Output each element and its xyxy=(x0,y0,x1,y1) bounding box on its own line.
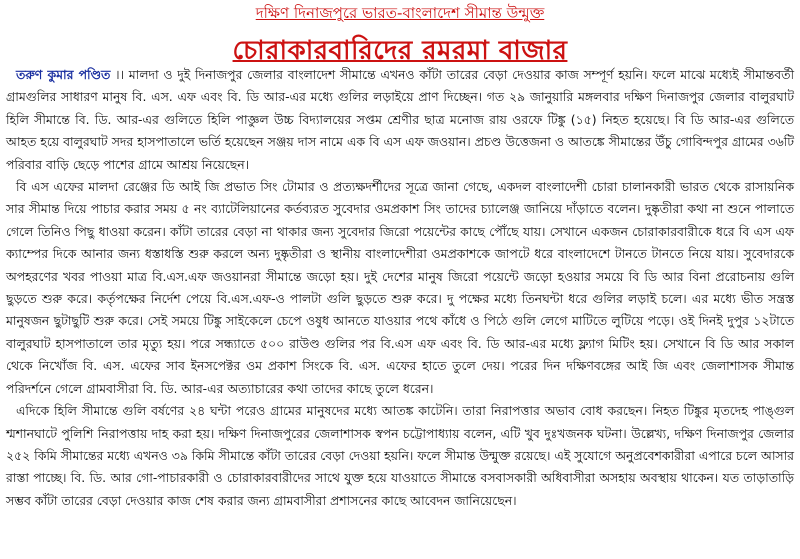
kicker-line xyxy=(0,2,800,27)
byline: তরুণ কুমার পণ্ডিত xyxy=(16,67,111,82)
article-paragraph-3: এদিকে হিলি সীমান্তে গুলি বর্ষণের ২৪ ঘন্টা পরেও গ্রামের মানুষদের মধ্যে আতঙ্ক কাটেনি। তারা নিরাপত্তার অভাব বোধ করছেন। নিহত টিঙ্কুর মৃতদেহ পাঙ্গুল শ্মশানঘাটে পুলিশি নিরাপত্তায় দাহ করা হয়। দক্ষিণ দিনাজপুরের জেলাশাসক স্বপন চট্টোপাধ্যায় বলেন, এটি খুব দুঃখজনক ঘটনা। উল্লেখ্য, দক্ষিণ দিনাজপুর জেলার ২৫২ কিমি সীমান্তের মধ্যে এখনও ৩৯ কিমি সীমান্তে কাঁটা তারের বেড়া দেওয়া হয়নি। ফলে সীমান্ত উন্মুক্ত রয়েছে। এই সুযোগে অনুপ্রবেশকারীরা এপারে চলে আসার রাস্তা পাচ্ছে। বি. ডি. আর গো-পাচারকারী ও চোরাকারবারীদের সাথে যুক্ত হয়ে যাওয়াতে সীমান্তে বসবাসকারী অধিবাসীরা অসহায় অবস্থায় থাকেন। যত তাড়াতাড়ি সম্ভব কাঁটা তারের বেড়া দেওয়ার কাজ শেষ করার জন্য গ্রামবাসীরা প্রশাসনের কাছে আবেদন জানিয়েছেন। xyxy=(6,403,794,508)
paragraph-1-text: ।। মালদা ও দুই দিনাজপুর জেলার বাংলাদেশ সীমান্তে এখনও কাঁটা তারের বেড়া দেওয়ার কাজ সম্পূর্ণ হয়নি। ফলে মাঝে মধ্যেই সীমান্তবর্তী গ্রামগুলির সাধারণ মানুষ বি. এস. এফ এবং বি. ডি আর-এর মধ্যে গুলির লড়াইয়ে প্রাণ দিচ্ছেন। গত ২৯ জানুয়ারি মঙ্গলবার দক্ষিণ দিনাজপুর জেলার বালুরঘাট হিলি সীমান্তে বি. ডি. আর-এর গুলিতে হিলি পাজ্ঞুল উচ্চ বিদ্যালয়ের সপ্তম শ্রেণীর ছাত্র মনোজ রায় ওরফে টিঙ্কু (১৫) নিহত হয়েছে। বি ডি আর-এর গুলিতে আহত হয়ে বালুরঘাট সদর হাসপাতালে ভর্তি হয়েছেন সঞ্জয় দাস নামে এক বি এস এফ জওয়ান। প্রচণ্ড উত্তেজনা ও আতঙ্কে সীমান্তের উঁচু গোবিন্দপুর গ্রামের ৩৬টি পরিবার বাড়ি ছেড়ে পাশের গ্রামে আশ্রয় নিয়েছেন। xyxy=(6,67,795,172)
article-body xyxy=(6,64,794,512)
article-paragraph-1 xyxy=(6,64,794,176)
kicker-text: দক্ষিণ দিনাজপুরে ভারত-বাংলাদেশ সীমান্ত উন্মুক্ত xyxy=(255,4,545,22)
headline-text: চোরাকারবারিদের রমরমা বাজার xyxy=(232,36,568,66)
article-paragraph-2: বি এস এফের মালদা রেঞ্জের ডি আই জি প্রভাত সিং টোমার ও প্রত্যক্ষদর্শীদের সূত্রে জানা গেছে, একদল বাংলাদেশী চোরা চালানকারী ভারত থেকে রাসায়নিক সার সীমান্ত দিয়ে পাচার করার সময় ৫ নং ব্যাটেলিয়ানের কর্তব্যরত সুবেদার ওমপ্রকাশ সিং তাদের চ্যালেঞ্জ জানিয়ে দাঁড়াতে বলেন। দুষ্কৃতীরা কথা না শুনে পালাতে গেলে তিনিও পিছু ধাওয়া করেন। কাঁটা তারের বেড়া না থাকার জন্য সুবেদার জিরো পয়েন্টের কাছে পৌঁছে যায়। সেখানে একজন চোরাকারবারীকে ধরে বি এস এফ ক্যাম্পের দিকে আনার জন্য ধস্তাধস্তি শুরু করলে অন্য দুষ্কৃতীরা ও স্থানীয় বাংলাদেশীরা ওমপ্রকাশকে জাপটে ধরে বাংলাদেশে টানতে টানতে নিয়ে যায়। সুবেদারকে অপহরণের খবর পাওয়া মাত্র বি.এস.এফ জওয়ানরা সীমান্তে জড়ো হয়। দুই দেশের মানুষ জিরো পয়েন্টে জড়ো হওয়ার সময়ে বি ডি আর বিনা প্ররোচনায় গুলি ছুড়তে শুরু করে। কর্তৃপক্ষের নির্দেশ পেয়ে বি.এস.এফ-ও পালটা গুলি ছুড়তে শুরু করে। দু পক্ষের মধ্যে তিনঘন্টা ধরে গুলির লড়াই চলে। এর মধ্যে ভীত সন্ত্রস্ত মানুষজন ছুটাছুটি শুরু করে। সেই সময়ে টিঙ্কু সাইকেলে চেপে ওষুধ আনতে যাওয়ার পথে কাঁধে ও পিঠে গুলি লেগে মাটিতে লুটিয়ে পড়ে। ওই দিনই দুপুর ১২টাতে বালুরঘাট হাসপাতালে তার মৃত্যু হয়। পরে সন্ধ্যাতে ৫০০ রাউণ্ড গুলির পর বি.এস এফ এবং বি. ডি আর-এর মধ্যে ফ্ল্যাগ মিটিং হয়। সেখানে বি ডি আর সকাল থেকে নিখোঁজ বি. এস. এফের সাব ইনসপেক্টর ওম প্রকাশ সিংকে বি. এস. এফের হাতে তুলে দেয়। পরের দিন দক্ষিণবঙ্গের আই জি এবং জেলাশাসক সীমান্ত পরিদর্শনে গেলে গ্রামবাসীরা বি. ডি. আর-এর অত্যাচারের কথা তাদের কাছে তুলে ধরেন। xyxy=(6,179,794,396)
